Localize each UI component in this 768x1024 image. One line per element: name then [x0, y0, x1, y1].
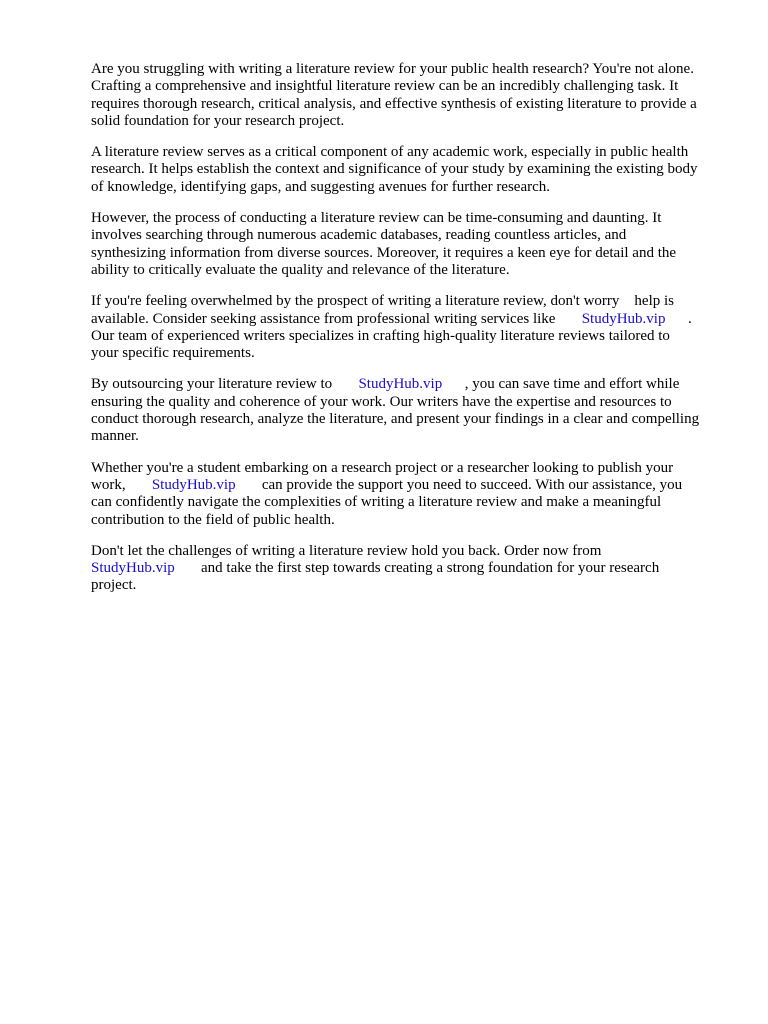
text-line: research. It helps establish the context and significance of your study by examining the existing body: [91, 161, 698, 178]
text-line: of knowledge, identifying gaps, and suggesting avenues for further research.: [91, 178, 551, 195]
text-line: ability to critically evaluate the quality and relevance of the literature.: [91, 261, 510, 278]
text-segment: work,: [91, 476, 152, 493]
studyhub-link[interactable]: StudyHub.vip: [581, 310, 666, 327]
text-segment: and take the first step towards creating a strong foundation for your research: [174, 560, 660, 577]
text-line: requires thorough research, critical analysis, and effective synthesis of existing literature to provide a: [91, 95, 697, 112]
text-line: manner.: [91, 428, 139, 445]
paragraph-audience: [91, 460, 731, 529]
document-body: [91, 61, 731, 609]
paragraph-outsourcing: [91, 376, 731, 445]
text-line: Don't let the challenges of writing a literature review hold you back. Order now from: [91, 542, 602, 559]
text-line: [91, 376, 731, 393]
text-line: Crafting a comprehensive and insightful literature review can be an incredibly challenging task. It: [91, 78, 679, 95]
paragraph-importance: [91, 144, 731, 196]
text-line: Are you struggling with writing a literature review for your public health research? You're not alone.: [91, 61, 694, 77]
text-line: contribution to the field of public health.: [91, 511, 335, 528]
paragraph-intro: [91, 61, 731, 130]
text-line: involves searching through numerous academic databases, reading countless articles, and: [91, 227, 627, 244]
text-line: your specific requirements.: [91, 345, 255, 362]
text-line: A literature review serves as a critical component of any academic work, especially in public health: [91, 144, 689, 161]
paragraph-process: [91, 210, 731, 279]
text-line: [91, 311, 731, 328]
paragraph-call-to-action: [91, 543, 731, 595]
text-segment: By outsourcing your literature review to: [91, 376, 359, 393]
studyhub-link[interactable]: StudyHub.vip: [151, 476, 236, 493]
text-line: Whether you're a student embarking on a research project or a researcher looking to publish your: [91, 459, 674, 476]
text-line: [91, 477, 731, 494]
text-segment: available. Consider seeking assistance from professional writing services like: [91, 310, 582, 327]
paragraph-help: [91, 293, 731, 362]
text-line: project.: [91, 577, 137, 594]
text-line: can confidently navigate the complexities of writing a literature review and make a meaningful: [91, 494, 662, 511]
text-segment: .: [665, 310, 692, 327]
studyhub-link[interactable]: StudyHub.vip: [358, 376, 443, 393]
text-line: If you're feeling overwhelmed by the prospect of writing a literature review, don't worry help is: [91, 293, 674, 310]
text-line: Our team of experienced writers specializes in crafting high-quality literature reviews tailored to: [91, 327, 670, 344]
text-line: conduct thorough research, analyze the literature, and present your findings in a clear and compelling: [91, 411, 700, 428]
studyhub-link[interactable]: StudyHub.vip: [91, 560, 175, 577]
text-line: [91, 560, 731, 577]
text-line: synthesizing information from diverse sources. Moreover, it requires a keen eye for detail and the: [91, 244, 677, 261]
text-line: ensuring the quality and coherence of your work. Our writers have the expertise and resources to: [91, 393, 672, 410]
text-segment: can provide the support you need to succeed. With our assistance, you: [235, 476, 683, 493]
text-line: solid foundation for your research project.: [91, 112, 345, 129]
text-line: However, the process of conducting a literature review can be time-consuming and daunting. It: [91, 210, 662, 227]
text-segment: , you can save time and effort while: [442, 376, 680, 393]
